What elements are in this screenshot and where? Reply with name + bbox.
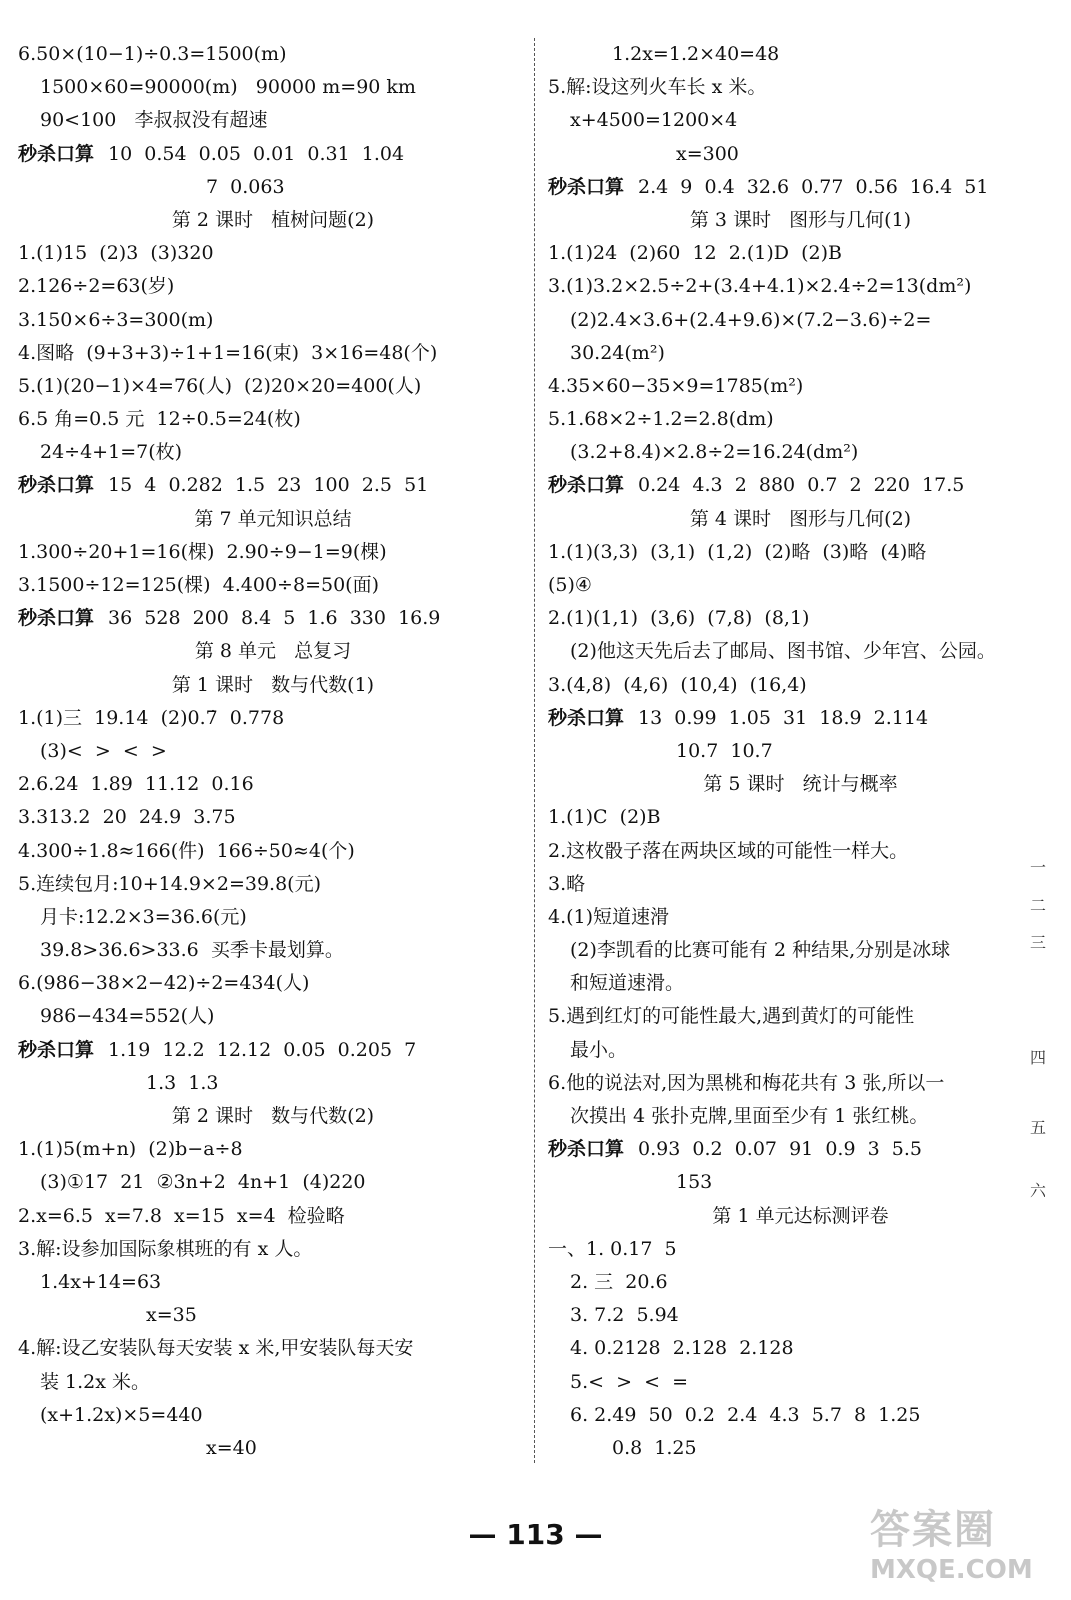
answer-line: 4.300÷1.8≈166(件) 166÷50≈4(个)	[18, 839, 355, 862]
section-heading: 第 1 单元达标测评卷	[712, 1204, 889, 1227]
answer-line: 2.这枚骰子落在两块区域的可能性一样大。	[548, 839, 909, 862]
answer-line: 5.连续包月:10+14.9×2=39.8(元)	[18, 872, 321, 895]
left-column	[18, 38, 528, 1465]
side-mark: 四	[1030, 1048, 1047, 1067]
answer-line: 39.8>36.6>33.6 买季卡最划算。	[40, 939, 344, 962]
answer-line: (2)2.4×3.6+(2.4+9.6)×(7.2−3.6)÷2=	[570, 308, 932, 331]
answer-line: 5.遇到红灯的可能性最大,遇到黄灯的可能性	[548, 1005, 915, 1028]
answer-line: 986−434=552(人)	[40, 1005, 215, 1028]
answer-line: 1.300÷20+1=16(棵) 2.90÷9−1=9(棵)	[18, 540, 387, 563]
answer-line: 3.1500÷12=125(棵) 4.400÷8=50(面)	[18, 574, 379, 596]
quick-calc-label: 秒杀口算	[548, 706, 625, 729]
answer-line: 6.5 角=0.5 元 12÷0.5=24(枚)	[18, 408, 301, 431]
answer-line: (3.2+8.4)×2.8÷2=16.24(dm²)	[570, 441, 859, 464]
answer-line: 2. 三 20.6	[570, 1270, 668, 1293]
answer-line: 1.(1)三 19.14 (2)0.7̇ 0.778	[18, 706, 285, 729]
answer-line: 1.(1)(3,3) (3,1) (1,2) (2)略 (3)略 (4)略	[548, 540, 927, 563]
answer-line: x=35	[146, 1304, 197, 1327]
answer-line: (5)④	[548, 574, 592, 596]
answer-line: (3)①17 21 ②3n+2 4n+1 (4)220	[40, 1171, 366, 1194]
answer-line: 1.(1)15 (2)3 (3)320	[18, 242, 214, 265]
section-heading: 第 5 课时 统计与概率	[703, 773, 898, 796]
answer-line: (3)< > < >	[40, 739, 167, 762]
quick-calc-label: 秒杀口算	[18, 607, 95, 630]
answer-line: x=300	[676, 142, 739, 165]
section-heading: 第 4 课时 图形与几何(2)	[689, 507, 912, 530]
answer-line: 3.略	[548, 872, 586, 895]
answer-line: 和短道速滑。	[570, 972, 685, 995]
answer-line: 3. 7.2 5.94	[570, 1304, 679, 1327]
answer-line: 1.4x+14=63	[40, 1270, 162, 1293]
answer-line: 90<100 李叔叔没有超速	[40, 109, 268, 132]
answer-line: 4.图略 (9+3+3)÷1+1=16(束) 3×16=48(个)	[18, 341, 438, 364]
answer-line: 3.150×6÷3=300(m)	[18, 308, 214, 331]
answer-line: 次摸出 4 张扑克牌,里面至少有 1 张红桃。	[570, 1105, 929, 1127]
section-heading: 第 2 课时 植树问题(2)	[171, 208, 375, 231]
answer-line: 月卡:12.2×3=36.6(元)	[40, 905, 247, 928]
quick-calc-values: 0.93 0.2 0.07 91 0.9 3 5.5	[638, 1138, 923, 1161]
answer-line: 6.50×(10−1)÷0.3=1500(m)	[18, 43, 287, 65]
answer-line: 24÷4+1=7(枚)	[40, 441, 183, 464]
answer-line: 6. 2.49 50 0.2 2.4 4.3 5.7 8 1.25	[570, 1403, 921, 1426]
answer-line: 6.他的说法对,因为黑桃和梅花共有 3 张,所以一	[548, 1071, 945, 1094]
answer-line: 1.3 1.3	[146, 1071, 219, 1094]
quick-calc-values: 36 528 200 8.4 5 1.6 330 16.9	[108, 607, 441, 630]
quick-calc-label: 秒杀口算	[548, 1138, 625, 1161]
answer-line: x+4500=1200×4	[570, 109, 738, 132]
quick-calc-line	[548, 1133, 1053, 1166]
quick-calc-values: 2.4 9 0.4 32.6 0.77 0.56 16.4 51	[638, 175, 989, 198]
answer-line: 5.(1)(20−1)×4=76(人) (2)20×20=400(人)	[18, 374, 422, 397]
answer-line: 一、1. 0.17 5	[548, 1237, 677, 1260]
answer-line: 最小。	[570, 1038, 628, 1061]
quick-calc-line	[18, 138, 528, 171]
quick-calc-values: 0.24 4.3 2 880 0.7 2 220 17.5	[638, 474, 965, 497]
page-number-value: 113	[506, 1518, 565, 1551]
quick-calc-values: 1.19 12.2 12.12 0.05 0.205 7	[108, 1038, 417, 1061]
answer-line: 1.(1)5(m+n) (2)b−a÷8	[18, 1138, 243, 1161]
answer-line: 2.6.24 1.89 11.12 0.16	[18, 773, 254, 796]
quick-calc-label: 秒杀口算	[18, 474, 95, 497]
quick-calc-line	[18, 602, 528, 635]
answer-line: 3.313.2 20 24.9 3.75	[18, 806, 236, 829]
answer-line: 4.35×60−35×9=1785(m²)	[548, 374, 804, 397]
quick-calc-line	[548, 171, 1053, 204]
quick-calc-line	[18, 469, 528, 502]
quick-calc-label: 秒杀口算	[548, 175, 625, 198]
side-mark: 二	[1030, 896, 1047, 915]
watermark-url: MXQE.COM	[870, 1555, 1033, 1585]
answer-line: 1.(1)C (2)B	[548, 806, 661, 829]
section-heading: 第 7 单元知识总结	[194, 507, 352, 530]
answer-line: 3.(4,8) (4,6) (10,4) (16,4)	[548, 673, 807, 696]
quick-calc-label: 秒杀口算	[18, 1038, 95, 1061]
answer-line: 4. 0.2128 2.128 2.128	[570, 1337, 794, 1360]
section-heading: 第 1 课时 数与代数(1)	[171, 673, 375, 696]
answer-line: 0.8 1.25	[612, 1436, 697, 1459]
answer-line: 30.24(m²)	[570, 341, 665, 364]
side-mark: 五	[1030, 1118, 1047, 1137]
page-number: — 113 —	[468, 1518, 603, 1551]
quick-calc-values: 15 4 0.282 1.5 23 100 2.5 51	[108, 474, 429, 497]
quick-calc-values: 10 0.54 0.05 0.01 0.31 1.04	[108, 142, 405, 165]
watermark-logo	[870, 1505, 1060, 1590]
side-mark: 三	[1030, 933, 1047, 952]
answer-line: 5.1.68×2÷1.2=2.8(dm)	[548, 408, 774, 431]
answer-line: 10.7 10.7	[676, 739, 773, 762]
quick-calc-line	[548, 469, 1053, 502]
answer-line: 4.(1)短道速滑	[548, 905, 670, 928]
answer-line: 5.解:设这列火车长 x 米。	[548, 76, 767, 99]
answer-line: (2)他这天先后去了邮局、图书馆、少年宫、公园。	[570, 640, 996, 663]
right-column	[548, 38, 1053, 1465]
section-heading: 第 8 单元 总复习	[194, 640, 352, 663]
answer-line: 1500×60=90000(m) 90000 m=90 km	[40, 76, 416, 99]
answer-line: 1.(1)24 (2)60 12 2.(1)D (2)B	[548, 242, 842, 265]
column-divider	[534, 38, 535, 1463]
answer-line: x=40	[206, 1436, 257, 1459]
quick-calc-values: 13 0.99 1.05 31 18.9 2.114	[638, 706, 929, 729]
section-heading: 第 3 课时 图形与几何(1)	[689, 208, 912, 231]
answer-line: 2.(1)(1,1) (3,6) (7,8) (8,1)	[548, 607, 810, 630]
answer-line: 3.解:设参加国际象棋班的有 x 人。	[18, 1237, 313, 1260]
quick-calc-line	[548, 702, 1053, 735]
quick-calc-label: 秒杀口算	[18, 142, 95, 165]
answer-line: 3.(1)3.2×2.5÷2+(3.4+4.1)×2.4÷2=13(dm²)	[548, 275, 972, 298]
answer-line: 6.(986−38×2−42)÷2=434(人)	[18, 972, 310, 995]
side-mark: 六	[1030, 1181, 1047, 1200]
answer-line: 4.解:设乙安装队每天安装 x 米,甲安装队每天安	[18, 1337, 414, 1360]
answer-line: 2.126÷2=63(岁)	[18, 275, 175, 298]
answer-line: 5.< > < =	[570, 1370, 689, 1393]
quick-calc-line	[18, 1034, 528, 1067]
quick-calc-label: 秒杀口算	[548, 474, 625, 497]
watermark-text: 答案圈	[870, 1507, 996, 1553]
answer-line: 2.x=6.5 x=7.8 x=15 x=4 检验略	[18, 1204, 345, 1227]
answer-line: 153	[676, 1171, 713, 1194]
answer-line: (x+1.2x)×5=440	[40, 1403, 203, 1426]
answer-line: (2)李凯看的比赛可能有 2 种结果,分别是冰球	[570, 939, 951, 962]
answer-line: 1.2x=1.2×40=48	[612, 43, 780, 65]
answer-line: 装 1.2x 米。	[40, 1370, 151, 1393]
answer-line: 7 0.063	[206, 175, 285, 198]
section-heading: 第 2 课时 数与代数(2)	[171, 1105, 375, 1127]
side-mark: 一	[1030, 858, 1047, 877]
